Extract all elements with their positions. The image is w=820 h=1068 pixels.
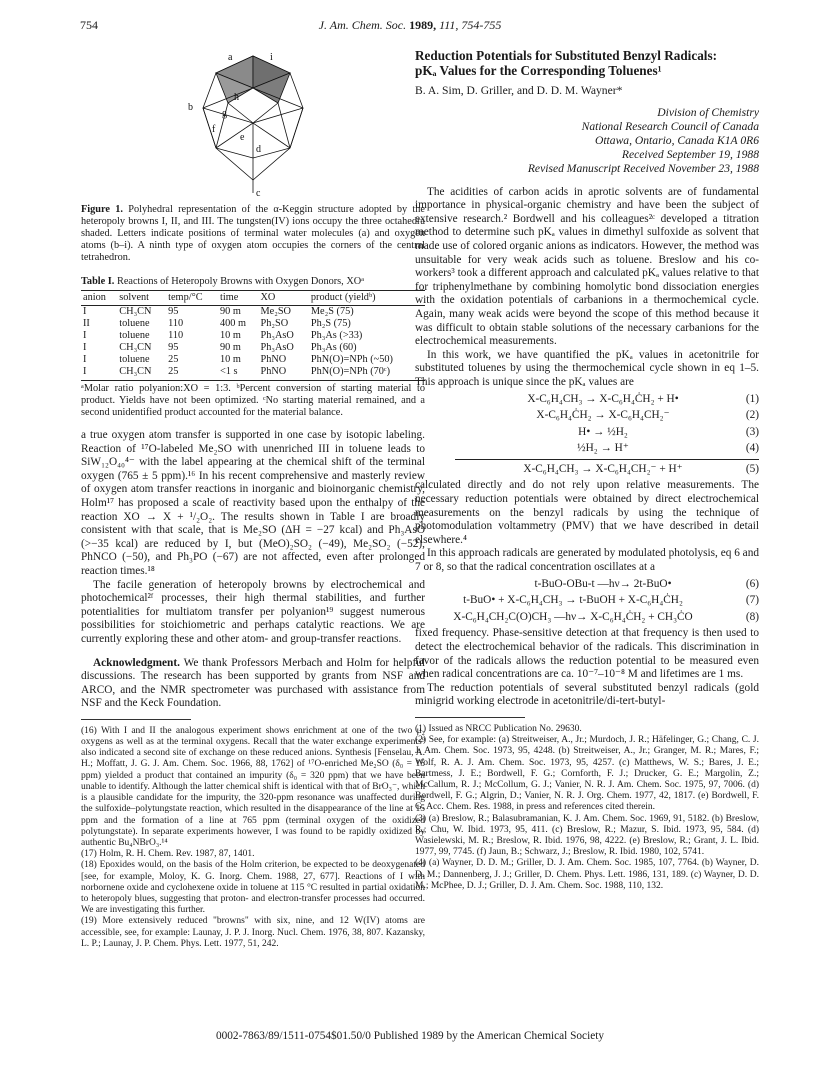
table-caption-label: Table I. <box>81 276 115 287</box>
affiliation-line: Ottawa, Ontario, Canada K1A 0R6 <box>594 133 759 147</box>
table-cell: 95 <box>168 342 179 353</box>
table-cell: Ph₃AsO <box>260 330 294 341</box>
table-cell: CH₃CN <box>119 342 152 353</box>
body-paragraph: In this work, we have quantified the pKₐ values in acetonitrile for substituted toluenes by using the thermochemical cycle shown in eq 1–5. This approach is unique since the pKₐ values are <box>415 348 759 388</box>
table-row <box>81 330 425 342</box>
article-title-line: pKₐ Values for the Corresponding Toluenes¹ <box>415 63 662 78</box>
table-caption <box>81 276 425 288</box>
table-cell: Ph₃As (60) <box>310 342 357 353</box>
footnote-divider <box>415 717 525 718</box>
page-footer: 0002-7863/89/1511-0754$01.50/0 Published 1989 by the American Chemical Society <box>215 1030 605 1042</box>
fig-label-e: e <box>240 132 245 143</box>
received-date: Received September 19, 1988 <box>621 147 759 161</box>
table-cell: Me₂S (75) <box>310 306 354 317</box>
table-cell: I <box>83 306 87 317</box>
running-header <box>0 18 820 33</box>
acknowledgment-text: We thank Professors Merbach and Holm for helpful discussions. The research has been supported by grants from NSF and ARCO, and the NMR spectrometer was purchased with assistance from NSF and the Keck Foundation. <box>81 656 425 710</box>
table-caption-text: Reactions of Heteropoly Browns with Oxygen Donors, XOᵃ <box>116 276 365 287</box>
body-paragraph: In this approach radicals are generated by modulated photolysis, eq 6 and 7 or 8, so that the radical concentration oscillates at a <box>415 547 759 574</box>
authors: B. A. Sim, D. Griller, and D. D. M. Wayner* <box>415 84 623 97</box>
fig-label-a: a <box>228 52 233 63</box>
footnote: (3) (a) Breslow, R.; Balasubramanian, K. J. Am. Chem. Soc. 1969, 91, 5182. (b) Breslow, R.; Chu, W. Ibid. 1973, 95, 411. (c) Breslow, R.; Mazur, S. Ibid. 1973, 95, 584. (d) Wasielewski, M. R.; Breslow, R. Ibid. 1976, 98, 4222. (e) Breslow, R.; Grant, J. L. Ibid. 1977, 99, 7745. (f) Jaun, B.; Schwarz, J.; Breslow, R. Ibid. 1980, 102, 5741. <box>415 813 759 858</box>
acknowledgment-label: Acknowledgment. <box>93 656 180 669</box>
fig-label-b: b <box>188 102 193 113</box>
equation <box>415 578 759 592</box>
article-title <box>415 48 759 78</box>
table-footnote: ᵃMolar ratio polyanion:XO = 1:3. ᵇPercent conversion of starting material to product. Yields have not been optimized. ᶜNo starting material remained, and a second unidentified product accounted for the material balance. <box>81 383 425 418</box>
table-cell: II <box>83 318 90 329</box>
table-cell: toluene <box>119 318 150 329</box>
article-title-line: Reduction Potentials for Substituted Benzyl Radicals: <box>415 48 717 63</box>
body-paragraph: The facile generation of heteropoly browns by electrochemical and photochemical²ᶠ processes, their high thermal stabilities, and further potentialities for multiatom transfer per polyanion¹⁹ suggest numerous possibilities for stoichiometric and perhaps catalytic reactions. We are currently exploring these and other atom- and group-transfer reactions. <box>81 578 425 645</box>
table-row <box>81 306 425 319</box>
table-cell: I <box>83 342 87 353</box>
body-paragraph: The acidities of carbon acids in aprotic solvents are of fundamental importance in physical-organic chemistry and have been the subject of extensive research.² Bordwell and his colleagues²ᶜ developed a titration method to determine such pKₐ values in dimethyl sulfoxide as solvent that made use of colored organic anions as indicators. However, the method was unsuitable for very weak acids such as toluene. Breslow and his co-workers³ took a different approach and calculated pKₐ values relative to that for triphenylmethane by combining homolytic bond dissociation energies with the oxidation potentials of carbanions in a thermochemical cycle. Again, many weak acids were beyond the scope of this method because it was difficult to obtain stable solutions of the necessary carbanions for the electrochemical measurements. <box>415 185 759 348</box>
fig-label-i: i <box>270 52 273 63</box>
fig-label-f: f <box>212 124 216 135</box>
equation-expr: X-C₆H₄CH₃ → X-C₆H₄ĊH₂ + H• <box>527 392 679 405</box>
footnote-divider <box>81 719 191 720</box>
equation-number: (6) <box>745 577 759 590</box>
footnote: (1) Issued as NRCC Publication No. 29630. <box>415 723 582 734</box>
equation-expr: ½H₂ → H⁺ <box>577 442 629 455</box>
table-cell: 110 <box>168 330 184 341</box>
equation-number: (1) <box>745 392 759 405</box>
figure-caption-text: Polyhedral representation of the α-Keggin structure adopted by the heteropoly browns I, II, and III. The tungsten(IV) ions occupy the three octahedra shaded. Letters indicate positions of terminal water molecules (a) and oxygen atoms (b–i). A ninth type of oxygen atom occupies the corners of the central tetrahedron. <box>81 204 426 263</box>
table-cell: Ph₂SO <box>260 318 289 329</box>
table-row <box>81 342 425 354</box>
equation-number: (8) <box>745 610 759 623</box>
affiliation-line: National Research Council of Canada <box>581 119 759 133</box>
equation-expr: X-C₆H₄ĊH₂ → X-C₆H₄CH₂⁻ <box>536 409 670 422</box>
table-cell: toluene <box>119 354 150 365</box>
table-cell: Me₂SO <box>260 306 291 317</box>
affiliation-line: Division of Chemistry <box>657 105 759 119</box>
table-cell: PhN(O)=NPh (~50) <box>310 354 393 365</box>
figure-caption <box>81 204 425 264</box>
table-cell: 10 m <box>219 354 241 365</box>
footnote: (18) Epoxides would, on the basis of the Holm criterion, be expected to be deoxygenated [see, for example, Moloy, K. G. Inorg. Chem. 1988, 27, 677]. Reactions of I with norbornene oxide and cyclohexene oxide in toluene at 115 °C resulted in partial oxidation to heteropoly blues, suggesting that proton- and electron-transfer processes had occurred. We are investigating this further. <box>81 860 425 916</box>
table-cell: PhNO <box>259 366 309 381</box>
table-cell: 10 m <box>219 330 241 341</box>
body-paragraph: The reduction potentials of several substituted benzyl radicals (gold minigrid working electrode in acetonitrile/di-tert-butyl- <box>415 681 759 708</box>
table-header: product (yieldᵇ) <box>309 291 425 306</box>
table-header-row <box>81 291 425 306</box>
fig-label-d: d <box>256 144 261 155</box>
table-cell: PhN(O)=NPh (70ᶜ) <box>309 366 425 381</box>
journal-volume: 111, 754-755 <box>439 18 502 32</box>
footnote: (17) Holm, R. H. Chem. Rev. 1987, 87, 1401. <box>81 849 255 860</box>
keggin-structure-figure <box>158 48 348 198</box>
table-cell: CH₃CN <box>117 366 166 381</box>
equation <box>415 442 759 456</box>
equation <box>415 393 759 407</box>
equation <box>415 426 759 440</box>
table-cell: PhNO <box>260 354 287 365</box>
equation-block-1 <box>415 393 759 477</box>
equation-expr: X-C₆H₄CH₂C(O)CH₃ —hν→ X-C₆H₄ĊH₂ + CH₃ĊO <box>453 610 693 623</box>
table-cell: CH₃CN <box>119 306 152 317</box>
journal-year: 1989, <box>409 18 437 32</box>
fig-label-g: g <box>222 108 227 119</box>
table-header: time <box>218 291 259 306</box>
table-cell: Ph₂S (75) <box>310 318 351 329</box>
fig-label-h: h <box>234 92 239 103</box>
affiliation <box>415 106 759 176</box>
revised-date: Revised Manuscript Received November 23, 1988 <box>527 161 759 175</box>
equation-expr: t-BuO• + X-C₆H₄CH₃ → t-BuOH + X-C₆H₄ĊH₂ <box>463 594 683 607</box>
table-cell: Ph₃AsO <box>260 342 294 353</box>
table-cell: 90 m <box>219 342 241 353</box>
table-cell: <1 s <box>218 366 259 381</box>
table-cell: 90 m <box>219 306 241 317</box>
body-paragraph: fixed frequency. Phase-sensitive detection at that frequency is then used to detect the electrochemical behavior of the radicals. This discrimination in favor of the radicals allows the reduction potential to be measured even when radical concentrations are ca. 10⁻⁷–10⁻⁸ M and lifetimes are 1 ms. <box>415 627 759 681</box>
equation-expr: X-C₆H₄CH₃ → X-C₆H₄CH₂⁻ + H⁺ <box>523 462 683 475</box>
table-cell: 110 <box>168 318 184 329</box>
equation-block-2 <box>415 578 759 625</box>
equation <box>415 594 759 608</box>
table-cell: I <box>83 330 87 341</box>
page-number: 754 <box>80 18 98 32</box>
figure-caption-label: Figure 1. <box>81 204 123 215</box>
equation-number: (3) <box>745 425 759 438</box>
table-header: solvent <box>117 291 166 306</box>
equation-number: (4) <box>745 442 759 455</box>
body-paragraph: a true oxygen atom transfer is supported in one case by isotopic labeling. Reaction of ¹⁷O-labeled Me₂SO with unenriched III in toluene leads to SiW₁₂O₄₀⁴⁻ with the label appearing at the chemical shift of the terminal oxygen (765 ± 5 ppm).¹⁶ In his recent comprehensive and masterly review of oxygen atom transfer reactions in inorganic and bioinorganic chemistry, Holm¹⁷ has proposed a scale of reactivity based upon the enthalpy of the reaction XO → X + ¹/₂O₂. The results shown in Table I are broadly consistent with that scale, that is Me₂SO (ΔH = −27 kcal) and Ph₃AsO (>−35 kcal) are reduced by I, but (MeO)₂SO₂ (−49), Me₂SO₂ (−52), PhNCO (−50), and Ph₃PO (−67) are not affected, even after prolonged reaction times.¹⁸ <box>81 429 425 577</box>
body-paragraph: calculated directly and do not rely upon relative measurements. The necessary reduction potentials were obtained by direct electrochemical measurements on the benzyl radicals by using the technique of photomodulation voltammetry (PMV) that we have described in detail elsewhere.⁴ <box>415 479 759 546</box>
table-header: temp/°C <box>166 291 218 306</box>
footnote: (19) More extensively reduced "browns" with six, nine, and 12 W(IV) atoms are accessible, see, for example: Launay, J. P. J. Inorg. Nucl. Chem. 1976, 38, 807. Kazansky, L. P.; Launay, J. P. Chem. Phys. Lett. 1977, 51, 242. <box>81 916 425 949</box>
equation-number: (2) <box>745 409 759 422</box>
table-cell: I <box>83 354 87 365</box>
equation-sum-rule <box>455 459 759 460</box>
table-row <box>81 354 425 366</box>
journal-name: J. Am. Chem. Soc. <box>318 18 407 32</box>
equation <box>415 611 759 625</box>
left-column <box>81 48 425 950</box>
right-column <box>415 48 759 892</box>
table-body <box>81 306 425 381</box>
fig-label-c: c <box>256 188 261 198</box>
table-cell: 400 m <box>219 318 247 329</box>
table-cell: Ph₃As (>33) <box>310 330 363 341</box>
table-header: anion <box>81 291 117 306</box>
table-cell: 95 <box>168 306 179 317</box>
footnote: (2) See, for example: (a) Streitweiser, A., Jr.; Murdoch, J. R.; Häfelinger, G.; Chang, C. J. J. Am. Chem. Soc. 1973, 95, 4248. (b) Streitweiser, A., Jr.; Granger, M. R.; Mares, F.; Wolf, R. A. J. Am. Chem. Soc. 1973, 95, 4257. (c) Matthews, W. S.; Bares, J. E.; Bartmess, J. E.; Bordwell, F. G.; Cornforth, F. J.; Drucker, G. E.; Margolin, Z.; McCallum, R. J.; McCollum, G. J.; Vanier, N. R. J. Am. Chem. Soc. 1975, 97, 7006. (d) Bordwell, F. G.; Algrin, D.; Vanier, N. R. J. Org. Chem. 1977, 42, 1817. (e) Bordwell, F. G. Acc. Chem. Res. 1988, in press and references cited therein. <box>415 735 759 813</box>
equation-expr: t-BuO-OBu-t —hν→ 2t-BuO• <box>534 577 672 590</box>
table-cell: 25 <box>168 354 179 365</box>
table-cell: I <box>81 366 117 381</box>
table-row <box>81 366 425 381</box>
footnote: (16) With I and II the analogous experiment shows enrichment at one of the two μ₂ oxygens as well as at the terminal oxygens. Recall that the water exchange experiments⁹ also indicated a second site of exchange on these reduced anions. Synthesis [Fenselau, A. H.; Moffatt, J. G. J. Am. Chem. Soc. 1966, 88, 1762] of ¹⁷O-enriched Me₂SO (δ₀ = 15 ppm) yielded a product that contained an impurity (δ₀ = 320 ppm) that we have been unable to identify. Although the latter chemical shift is identical with that of BrO₃⁻, which is a plausible candidate for the impurity, the 320-ppm resonance was unaffected during the sulfoxide–polytungstate reaction, which resulted in the disappearance of the line at 15 ppm and the formation of a line at 765 ppm (terminal oxygen of the oxidized polytungstate). In separate experiments however, I was found to be rapidly oxidized by authentic Bu₄NBrO₃.¹⁴ <box>81 725 425 848</box>
reactions-table <box>81 290 425 381</box>
acknowledgment <box>81 657 425 711</box>
footnote: (4) (a) Wayner, D. D. M.; Griller, D. J. Am. Chem. Soc. 1985, 107, 7764. (b) Wayner, D. D. M.; Dannenberg, J. J.; Griller, D. Chem. Phys. Lett. 1986, 131, 189. (c) Wayner, D. D. M.; McPhee, D. J.; Griller, D. J. Am. Chem. Soc. 1988, 110, 132. <box>415 858 759 891</box>
equation <box>415 463 759 477</box>
equation-expr: H• → ½H₂ <box>578 425 628 438</box>
equation-number: (5) <box>745 462 759 475</box>
table-header: XO <box>259 291 309 306</box>
equation <box>415 409 759 423</box>
table-row <box>81 318 425 330</box>
equation-number: (7) <box>745 594 759 607</box>
table-cell: toluene <box>119 330 150 341</box>
table-cell: 25 <box>166 366 218 381</box>
